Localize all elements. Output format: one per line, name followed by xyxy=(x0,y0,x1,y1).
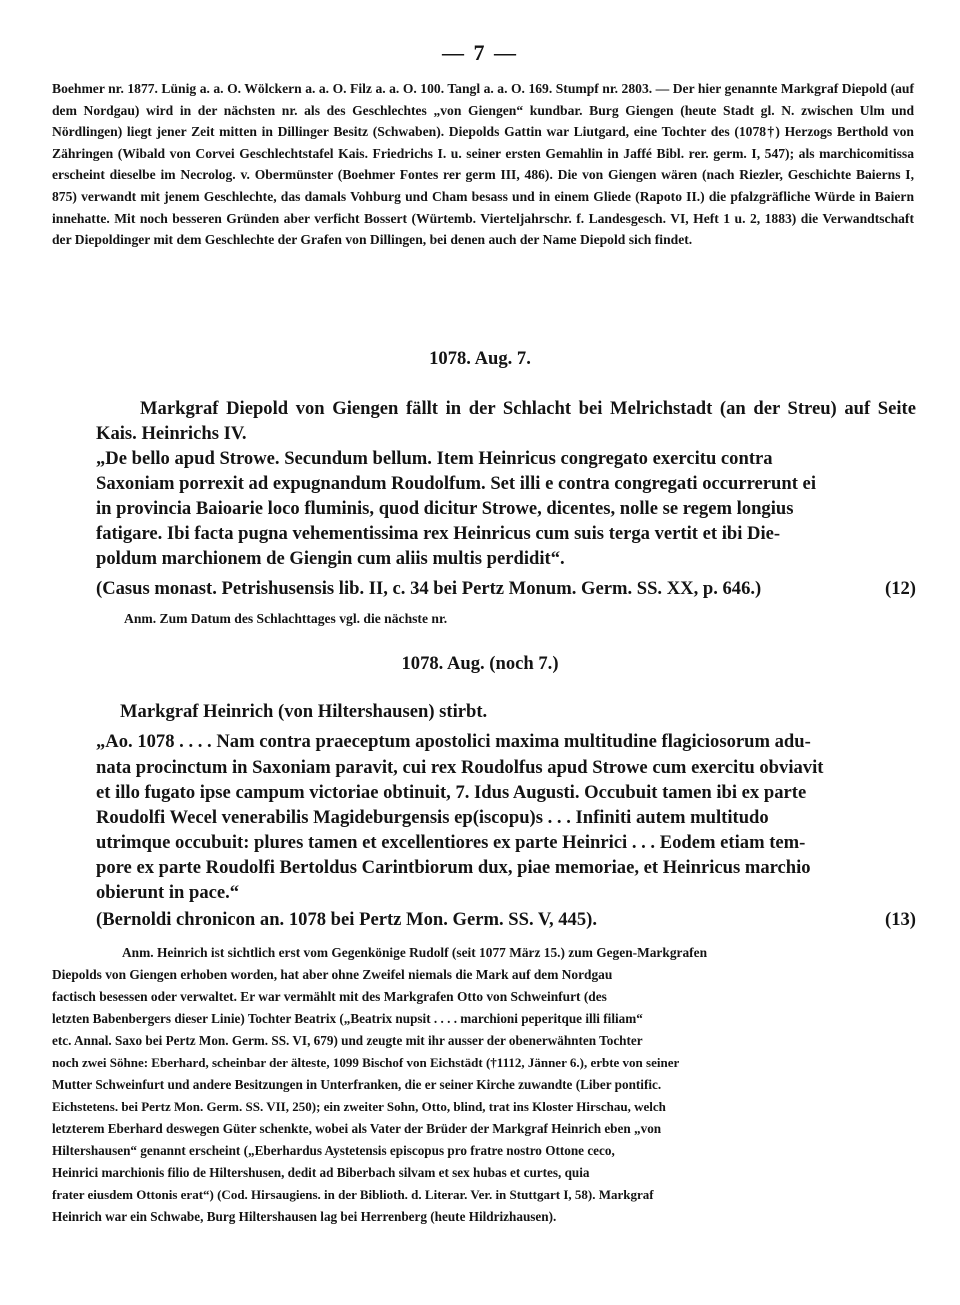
entry-12-heading: Markgraf Diepold von Giengen fällt in der Schlacht bei Melrichstadt (an der Streu) auf Seite Kais. Heinrichs IV. xyxy=(96,398,916,444)
entry-13-note-line: letzterem Eberhard deswegen Güter schenkte, wobei als Vater der Brüder der Markgraf Heinrich eben „von xyxy=(52,1121,662,1136)
entry-13-quote-line: utrimque occubuit: plures tamen et excellentiores ex parte Heinrici . . . Eodem etiam tem- xyxy=(96,832,806,853)
entry-13-quote-line: et illo fugato ipse campum victoriae obtinuit, 7. Idus Augusti. Occubuit tamen ibi ex parte xyxy=(96,782,807,803)
entry-12-number: (12) xyxy=(885,578,916,599)
entry-13-note-line: Heinrici marchionis filio de Hiltershusen, dedit ad Biberbach silvam et sex hubas et curtes, quia xyxy=(52,1165,590,1180)
intro-footnote: Boehmer nr. 1877. Lünig a. a. O. Wölckern a. a. O. Filz a. a. O. 100. Tangl a. a. O. 169. Stumpf nr. 2803. — Der hier genannte Markgraf Diepold (auf dem Nordgau) wird in der nächsten nr. als des Geschlechtes „von Giengen“ kundbar. Burg Giengen (heute Stadt gl. N. zwischen Ulm und Nördlingen) liegt jener Zeit mitten in Dillinger Besitz (Schwaben). Diepolds Gattin war Liutgard, eine Tochter des (1078†) Herzogs Berthold von Zähringen (Wibald von Corvei Geschlechtstafel Kais. Friedrichs I. u. seiner ersten Gemahlin in Jaffé Bibl. rer. germ. I, 547); als marchicomitissa erscheint dieselbe im Necrolog. v. Obermünster (Boehmer Fontes rer germ III, 486). Die von Giengen wären (nach Riezler, Geschichte Baierns I, 875) verwandt mit jenem Geschlechte, das damals Vohburg und Cham besass und in einem Gliede (Rapoto II.) die pfalzgräfliche Würde in Baiern innehatte. Mit noch besseren Gründen aber verficht Bossert (Würtemb. Vierteljahrschr. f. Landesgesch. VI, Heft 1 u. 2, 1883) die Verwandtschaft der Diepoldinger mit dem Geschlechte der Grafen von Dillingen, bei denen auch der Name Diepold sich findet. xyxy=(52,81,914,248)
entry-12-quote-line: „De bello apud Strowe. Secundum bellum. Item Heinricus congregato exercitu contra xyxy=(96,448,773,469)
entry-12-quote-line: Saxoniam porrexit ad expugnandum Roudolfum. Set illi e contra congregati occurrerunt ei xyxy=(96,473,816,494)
entry-12-source-row xyxy=(96,578,916,604)
entry-12-note: Anm. Zum Datum des Schlachttages vgl. die nächste nr. xyxy=(124,611,448,626)
entry-13-number: (13) xyxy=(885,909,916,930)
entry-13-note-line: Hiltershausen“ genannt erscheint („Eberhardus Aystetensis episcopus pro fratre nostro Ottone ceco, xyxy=(52,1143,615,1158)
entry-13-quote-line: nata procinctum in Saxoniam paravit, cui rex Roudolfus apud Strowe cum exercitu obviavit xyxy=(96,757,824,778)
entry-13-quote-line: „Ao. 1078 . . . . Nam contra praeceptum apostolici maxima multitudine flagiciosorum adu- xyxy=(96,731,811,752)
entry-12-quote-line: in provincia Baioarie loco fluminis, quod dicitur Strowe, dicentes, nolle se regem longius xyxy=(96,498,794,519)
entry-13-quote-line: obierunt in pace.“ xyxy=(96,882,240,903)
entry-12-source: (Casus monast. Petrishusensis lib. II, c. 34 bei Pertz Monum. Germ. SS. XX, p. 646.) xyxy=(96,578,762,599)
entry-13-heading: Markgraf Heinrich (von Hiltershausen) stirbt. xyxy=(120,701,488,722)
entry-13-note-line: Eichstetens. bei Pertz Mon. Germ. SS. VII, 250); ein zweiter Sohn, Otto, blind, trat ins Kloster Hirschau, welch xyxy=(52,1099,666,1114)
entry-12-quote-line: fatigare. Ibi facta pugna vehementissima rex Heinricus cum suis terga vertit et ibi Die- xyxy=(96,523,781,544)
entry-13-note-line: noch zwei Söhne: Eberhard, scheinbar der älteste, 1099 Bischof von Eichstädt (†1112, Jänner 6.), erbte von seiner xyxy=(52,1055,680,1070)
entry-12-date: 1078. Aug. 7. xyxy=(429,348,531,369)
entry-13-note-line: factisch besessen oder verwaltet. Er war vermählt mit des Markgrafen Otto von Schweinfurt (des xyxy=(52,989,607,1004)
entry-13-note-line: letzten Babenbergers dieser Linie) Tochter Beatrix („Beatrix nupsit . . . . marchioni peperitque illi filiam“ xyxy=(52,1011,643,1026)
entry-13-source: (Bernoldi chronicon an. 1078 bei Pertz Mon. Germ. SS. V, 445). xyxy=(96,909,597,930)
page-number: — 7 — xyxy=(442,40,518,65)
entry-13-source-row xyxy=(96,909,916,935)
entry-13-note-line: Mutter Schweinfurt und andere Besitzungen in Unterfranken, die er seiner Kirche zuwandte (Liber pontific. xyxy=(52,1077,662,1092)
entry-13-note-line: frater eiusdem Ottonis erat“) (Cod. Hirsaugiens. in der Biblioth. d. Literar. Ver. in Stuttgart I, 58). Markgraf xyxy=(52,1187,654,1202)
entry-13-date: 1078. Aug. (noch 7.) xyxy=(401,653,559,674)
entry-12-quote-line: poldum marchionem de Giengin cum aliis multis perdidit“. xyxy=(96,548,565,569)
entry-13-note-line: etc. Annal. Saxo bei Pertz Mon. Germ. SS. VI, 679) und zeugte mit ihr ausser der obenerwähnten Tochter xyxy=(52,1033,643,1048)
entry-13-note-line: Anm. Heinrich ist sichtlich erst vom Gegenkönige Rudolf (seit 1077 März 15.) zum Gegen-Markgrafen xyxy=(122,945,708,960)
entry-13-quote-line: Roudolfi Wecel venerabilis Magideburgensis ep(iscopu)s . . . Infiniti autem multitudo xyxy=(96,807,769,828)
entry-13-quote-line: pore ex parte Roudolfi Bertoldus Carintbiorum dux, piae memoriae, et Heinricus marchio xyxy=(96,857,811,878)
entry-13-note-line: Diepolds von Giengen erhoben worden, hat aber ohne Zweifel niemals die Mark auf dem Nordgau xyxy=(52,967,613,982)
entry-13-note-line: Heinrich war ein Schwabe, Burg Hiltershausen lag bei Herrenberg (heute Hildrizhausen). xyxy=(52,1209,557,1224)
